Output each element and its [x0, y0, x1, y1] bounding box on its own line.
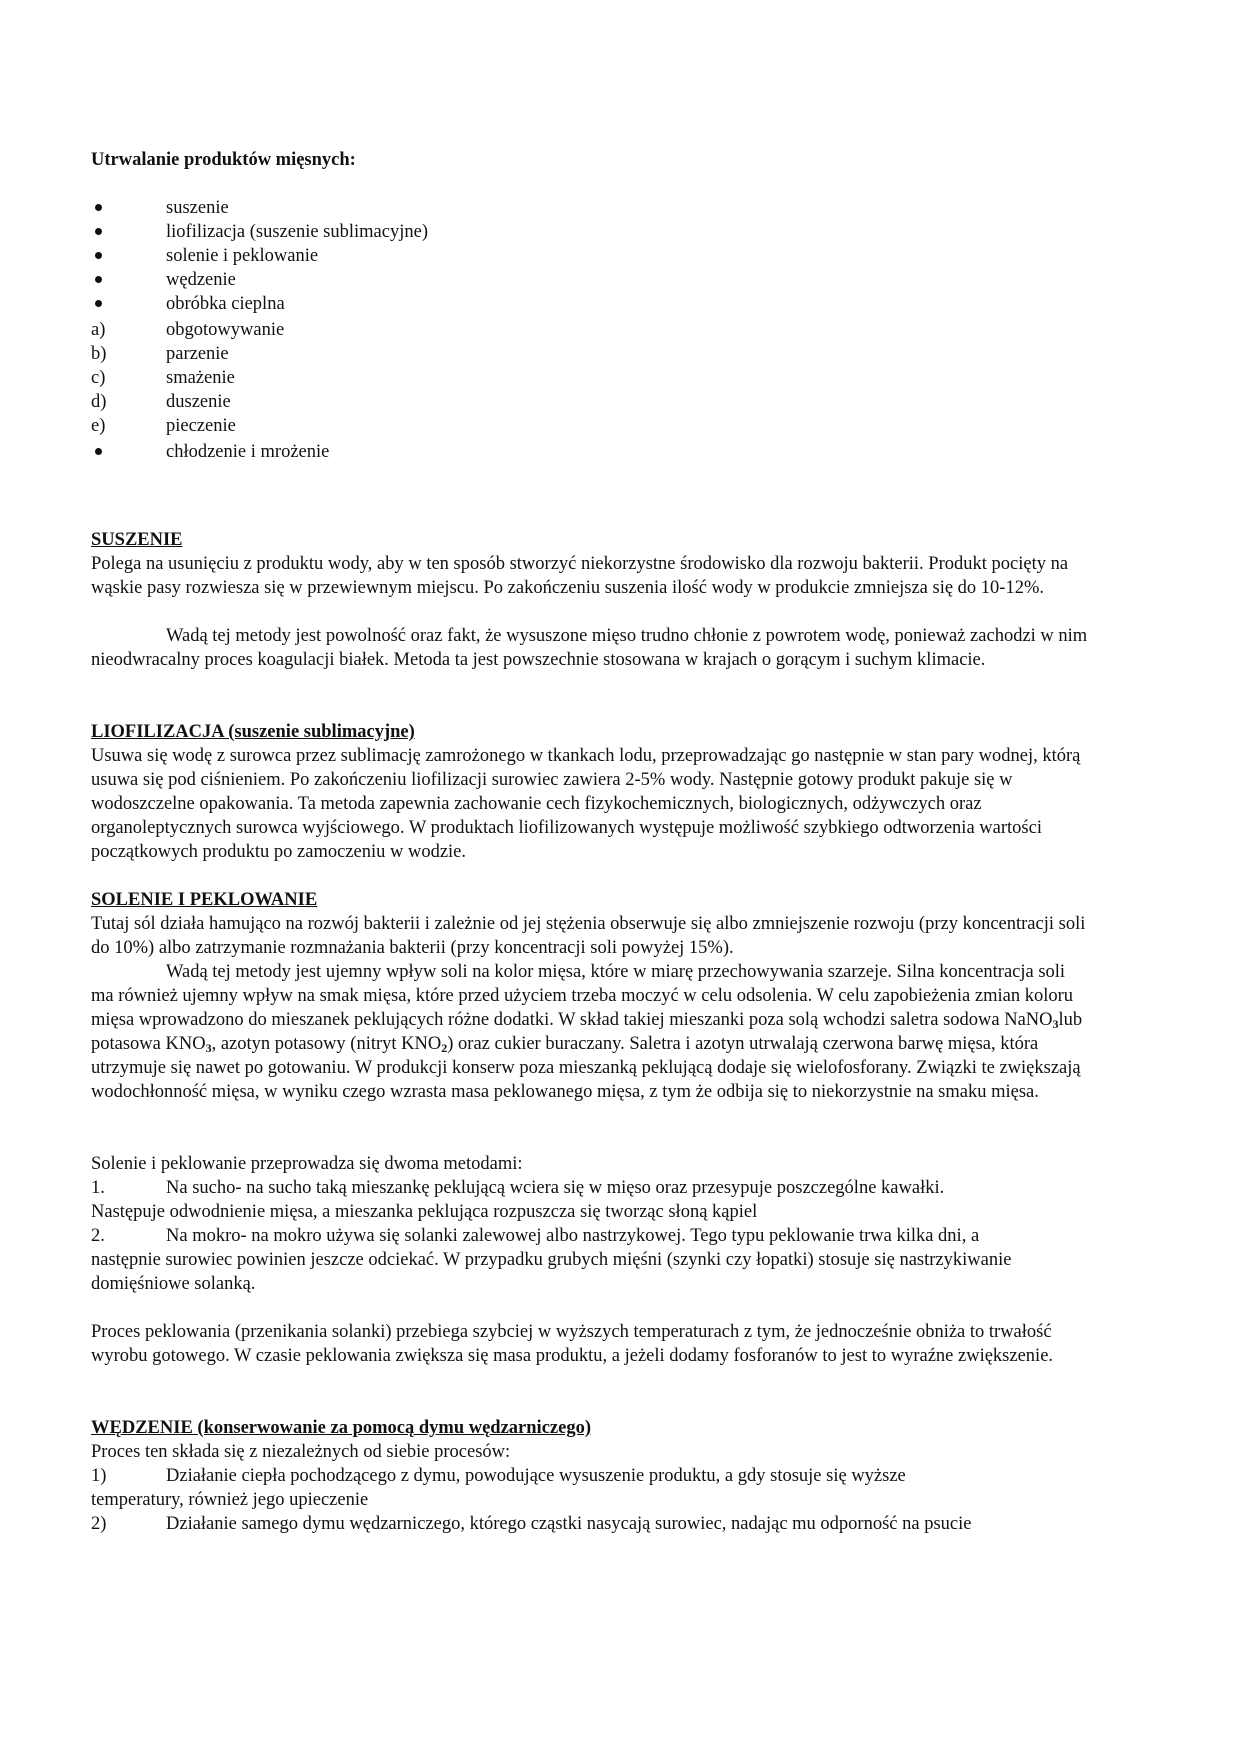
heading-wedzenie: WĘDZENIE (konserwowanie za pomocą dymu wędzarniczego)	[91, 1418, 591, 1438]
list-letter-marker: b)	[91, 344, 107, 364]
method-label: suszenie	[166, 198, 229, 218]
method-label: parzenie	[166, 344, 229, 364]
method-label: liofilizacja (suszenie sublimacyjne)	[166, 222, 428, 242]
bullet-icon	[95, 228, 102, 235]
solenie-methods-intro: Solenie i peklowanie przeprowadza się dwoma metodami:	[91, 1154, 523, 1174]
heading-solenie: SOLENIE I PEKLOWANIE	[91, 890, 318, 910]
method-label: solenie i peklowanie	[166, 246, 319, 266]
bullet-icon	[95, 448, 102, 455]
liofilizacja-paragraph: Usuwa się wodę z surowca przez sublimację zamrożonego w tkankach lodu, przeprowadzając go następnie w stan pary wodnej, którą usuwa się pod ciśnieniem. Po zakończeniu liofilizacji surowiec zawiera 2-5% wody. Następnie gotowy produkt pakuje się w wodoszczelne opakowania. Ta metoda zapewnia zachowanie cech fizykochemicznych, biologicznych, odżywczych oraz organoleptycznych surowca wyjściowego. W produktach liofilizowanych występuje możliwość szybkiego odtworzenia wartości początkowych produktu po zamoczeniu w wodzie.	[91, 746, 1081, 862]
method-label: pieczenie	[166, 416, 236, 436]
solenie-paragraph-3: Proces peklowania (przenikania solanki) przebiega szybciej w wyższych temperaturach z tym, że jednocześnie obniża to trwałość wyrobu gotowego. W czasie peklowania zwiększa się masa produktu, a jeżeli dodamy fosforanów to jest to wyraźne zwiększenie.	[91, 1322, 1054, 1366]
method-label: obgotowywanie	[166, 320, 285, 340]
wedzenie-item-1-continued: temperatury, również jego upieczenie	[91, 1490, 369, 1510]
list-letter-marker: a)	[91, 320, 106, 340]
suszenie-paragraph-1: Polega na usunięciu z produktu wody, aby w ten sposób stworzyć niekorzystne środowisko dla rozwoju bakterii. Produkt pocięty na wąskie pasy rozwiesza się w przewiewnym miejscu. Po zakończeniu suszenia ilość wody w produkcie zmniejsza się do 10-12%.	[91, 554, 1069, 598]
bullet-icon	[95, 300, 102, 307]
method-label: smażenie	[166, 368, 235, 388]
list-letter-marker: e)	[91, 416, 106, 436]
solenie-paragraph-1: Tutaj sól działa hamująco na rozwój bakterii i zależnie od jej stężenia obserwuje się albo zmniejszenie rozwoju (przy koncentracji soli do 10%) albo zatrzymanie rozmnażania bakterii (przy koncentracji soli powyżej 15%).	[91, 914, 1086, 958]
solenie-method-2-continued: następnie surowiec powinien jeszcze odciekać. W przypadku grubych mięśni (szynki czy łopatki) stosuje się nastrzykiwanie domięśniowe solanką.	[91, 1250, 1012, 1294]
wedzenie-intro: Proces ten składa się z niezależnych od siebie procesów:	[91, 1442, 511, 1462]
bullet-icon	[95, 276, 102, 283]
bullet-icon	[95, 252, 102, 259]
method-label: wędzenie	[166, 270, 236, 290]
list-letter-marker: c)	[91, 368, 106, 388]
bullet-icon	[95, 204, 102, 211]
suszenie-paragraph-2: Wadą tej metody jest powolność oraz fakt, że wysuszone mięso trudno chłonie z powrotem wodę, ponieważ zachodzi w nim nieodwracalny proces koagulacji białek. Metoda ta jest powszechnie stosowana w krajach o gorącym i suchym klimacie.	[91, 626, 1088, 670]
document-title: Utrwalanie produktów mięsnych:	[91, 150, 356, 170]
method-label: duszenie	[166, 392, 231, 412]
method-label: chłodzenie i mrożenie	[166, 442, 330, 462]
method-label: obróbka cieplna	[166, 294, 285, 314]
solenie-paragraph-2: Wadą tej metody jest ujemny wpływ soli na kolor mięsa, które w miarę przechowywania szarzeje. Silna koncentracja soli ma również ujemny wpływ na smak mięsa, które przed użyciem trzeba moczyć w celu odsolenia. W celu zapobieżenia zmian koloru mięsa wprowadzono do mieszanek peklujących różne dodatki. W skład takiej mieszanki poza solą wchodzi saletra sodowa NaNO$_3$lub potasowa $KNO_3$, azotyn potasowy (nitryt $KNO_2$) oraz cukier buraczany. Saletra i azotyn utrwalają czerwona barwę mięsa, która utrzymuje się nawet po gotowaniu. W produkcji konserw poza mieszanką peklującą dodaje się wielofosforany. Związki te zwiększają wodochłonność mięsa, w wyniku czego wzrasta masa peklowanego mięsa, z tym że odbija się to niekorzystnie na smaku mięsa.	[91, 962, 1083, 1102]
solenie-method-1-continued: Następuje odwodnienie mięsa, a mieszanka peklująca rozpuszcza się tworząc słoną kąpiel	[91, 1202, 758, 1222]
heading-suszenie: SUSZENIE	[91, 530, 183, 550]
heading-liofilizacja: LIOFILIZACJA (suszenie sublimacyjne)	[91, 722, 415, 742]
list-letter-marker: d)	[91, 392, 107, 412]
